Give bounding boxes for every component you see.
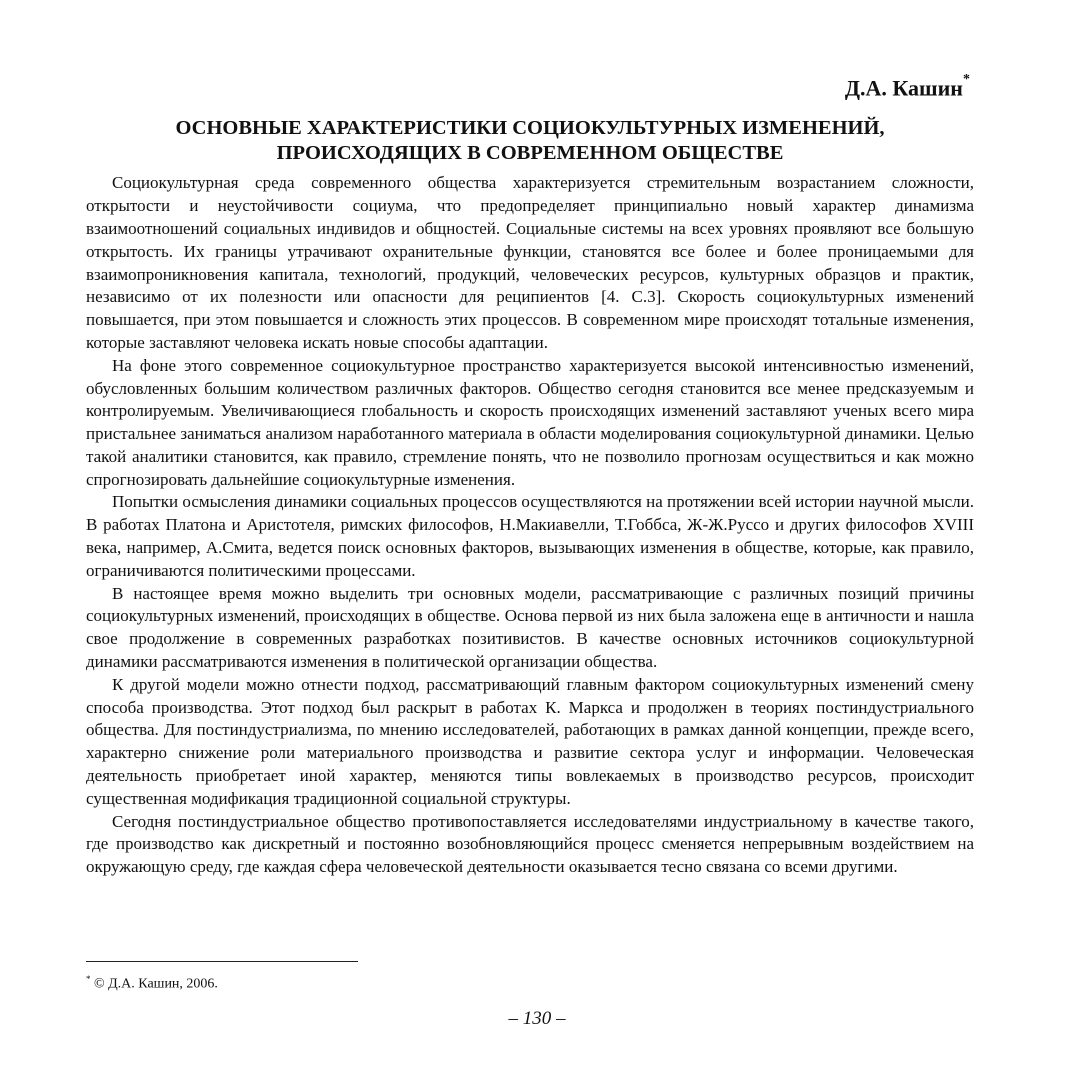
article — [86, 70, 974, 879]
paragraph: На фоне этого современное социокультурное пространство характеризуется высокой интенсивностью изменений, обусловленных большим количеством различных факторов. Общество сегодня становится все менее предсказуемым и контролируемым. Увеличивающиеся глобальность и скорость происходящих изменений заставляют ученых всего мира пристальнее заниматься анализом наработанного материала в области моделирования социокультурной динамики. Целью такой аналитики становится, как правило, стремление понять, что не позволило прогнозам осуществиться и как можно спрогнозировать дальнейшие социокультурные изменения. — [86, 355, 974, 489]
paragraph: Попытки осмысления динамики социальных процессов осуществляются на протяжении всей истории научной мысли. В работах Платона и Аристотеля, римских философов, Н.Макиавелли, Т.Гоббса, Ж-Ж.Руссо и других философов XVIII века, например, А.Смита, ведется поиск основных факторов, вызывающих изменения в обществе, которые, как правило, ограничиваются политическими процессами. — [86, 492, 974, 580]
author-line — [86, 70, 970, 102]
page-number: – 130 – — [508, 1008, 566, 1029]
footnote — [86, 970, 218, 994]
author-footnote-mark: * — [963, 72, 970, 87]
paragraph: Социокультурная среда современного общества характеризуется стремительным возрастанием сложности, открытости и неустойчивости социума, что предопределяет принципиально новый характер динамизма взаимоотношений социальных индивидов и общностей. Социальные системы на всех уровнях проявляют все большую открытость. Их границы утрачивают охранительные функции, становятся все более и более проницаемыми для взаимопроникновения капитала, технологий, продукций, человеческих ресурсов, культурных образцов и практик, независимо от их полезности или опасности для реципиентов [4. С.3]. Скорость социокультурных изменений повышается, при этом повышается и сложность этих процессов. В современном мире происходят тотальные изменения, которые заставляют человека искать новые способы адаптации. — [86, 173, 974, 352]
title-line-2: ПРОИСХОДЯЩИХ В СОВРЕМЕННОМ ОБЩЕСТВЕ — [276, 142, 784, 165]
title-line-1: ОСНОВНЫЕ ХАРАКТЕРИСТИКИ СОЦИОКУЛЬТУРНЫХ ИЗМЕНЕНИЙ, — [175, 117, 885, 140]
footnote-divider — [86, 961, 358, 962]
article-body — [86, 172, 974, 879]
paragraph: К другой модели можно отнести подход, рассматривающий главным фактором социокультурных изменений смену способа производства. Этот подход был раскрыт в работах К. Маркса и продолжен в теориях постиндустриального общества. Для постиндустриализма, по мнению исследователей, работающих в рамках данной концепции, прежде всего, характерно снижение роли материального производства и развитие сектора услуг и информации. Человеческая деятельность приобретает иной характер, меняются типы вовлекаемых в производство ресурсов, происходит существенная модификация традиционной социальной структуры. — [86, 674, 974, 808]
article-title — [86, 116, 974, 166]
paragraph: В настоящее время можно выделить три основных модели, рассматривающие с различных позиций причины социокультурных изменений, происходящих в обществе. Основа первой из них была заложена еще в античности и нашла свое продолжение в современных разработках позитивистов. В качестве основных источников социокультурной динамики рассматриваются изменения в политической организации общества. — [86, 583, 974, 672]
author-name: Д.А. Кашин — [844, 75, 963, 101]
paragraph: Сегодня постиндустриальное общество противопоставляется исследователями индустриальному в качестве такого, где производство как дискретный и постоянно возобновляющийся процесс сменяется непрерывным воздействием на окружающую среду, где каждая сфера человеческой деятельности оказывается тесно связана со всеми другими. — [86, 811, 974, 877]
footnote-mark: * — [86, 974, 91, 984]
footnote-text: © Д.А. Кашин, 2006. — [94, 976, 218, 992]
